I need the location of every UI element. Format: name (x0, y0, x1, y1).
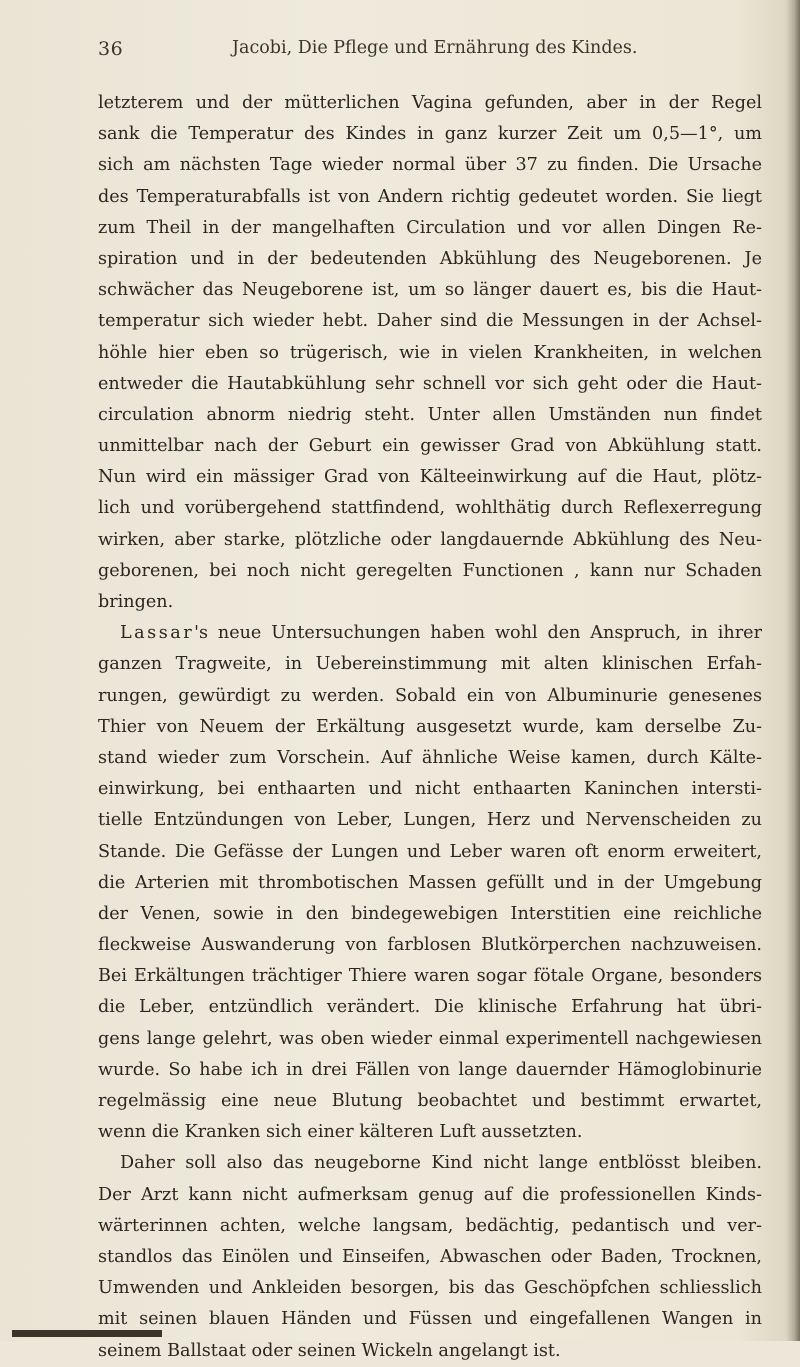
text-line: gens lange gelehrt, was oben wieder einmal experimentell nachgewiesen (98, 1028, 762, 1049)
text-line-lead (98, 618, 762, 649)
page-header (98, 38, 758, 68)
text-line: entweder die Hautabkühlung sehr schnell vor sich geht oder die Haut- (98, 373, 762, 394)
text-line: unmittelbar nach der Geburt ein gewisser Grad von Abkühlung statt. (98, 436, 762, 457)
text-line: spiration und in der bedeutenden Abkühlung des Neugeborenen. Je (98, 248, 762, 269)
text-line: standlos das Einölen und Einseifen, Abwaschen oder Baden, Trocknen, (98, 1246, 762, 1267)
text-line: seinem Ballstaat oder seinen Wickeln angelangt ist. (98, 1340, 561, 1361)
text-line: sank die Temperatur des Kindes in ganz kurzer Zeit um 0,5—1°, um (98, 124, 762, 145)
text-line: letzterem und der mütterlichen Vagina gefunden, aber in der Regel (98, 93, 762, 113)
text-line: die Leber, entzündlich verändert. Die klinische Erfahrung hat übri- (98, 997, 762, 1018)
text-line: tielle Entzündungen von Leber, Lungen, Herz und Nervenscheiden zu (98, 810, 762, 831)
text-line: sich am nächsten Tage wieder normal über 37 zu finden. Die Ursache (98, 155, 762, 176)
text-line: Der Arzt kann nicht aufmerksam genug auf die professionellen Kinds- (98, 1184, 762, 1205)
text-line: regelmässig eine neue Blutung beobachtet und bestimmt erwartet, (98, 1091, 762, 1111)
text-line: lich und vorübergehend stattfindend, wohlthätig durch Reflexerregung (98, 498, 762, 519)
text-line: fleckweise Auswanderung von farblosen Blutkörperchen nachzuweisen. (98, 935, 762, 956)
text-line: höhle hier eben so trügerisch, wie in vielen Krankheiten, in welchen (98, 342, 762, 363)
text-line: wirken, aber starke, plötzliche oder langdauernde Abkühlung des Neu- (98, 529, 762, 550)
text-line: mit seinen blauen Händen und Füssen und eingefallenen Wangen in (98, 1309, 762, 1330)
bottom-edge-mark (12, 1330, 162, 1337)
text-line: einwirkung, bei enthaarten und nicht enthaarten Kaninchen intersti- (98, 779, 762, 800)
text-line: stand wieder zum Vorschein. Auf ähnliche Weise kamen, durch Kälte- (98, 747, 762, 768)
text-line: die Arterien mit thrombotischen Massen gefüllt und in der Umgebung (98, 872, 762, 893)
text-line: wurde. So habe ich in drei Fällen von lange dauernder Hämoglobinurie (98, 1059, 762, 1080)
paragraph-1 (98, 88, 762, 618)
text-line: wärterinnen achten, welche langsam, bedächtig, pedantisch und ver- (98, 1215, 762, 1236)
text-line: circulation abnorm niedrig steht. Unter allen Umständen nun findet (98, 404, 762, 425)
paragraph-2 (98, 618, 762, 1148)
text-line: bringen. (98, 592, 174, 612)
page-number: 36 (98, 38, 124, 60)
text-line: Nun wird ein mässiger Grad von Kälteeinwirkung auf die Haut, plötz- (98, 467, 762, 488)
text-line: temperatur sich wieder hebt. Daher sind die Messungen in der Achsel- (98, 311, 762, 332)
author-name: Lassar (120, 623, 195, 644)
lead-text: 's neue Untersuchungen haben wohl den Anspruch, in ihrer (194, 623, 762, 644)
page-edge-shadow (786, 0, 800, 1341)
text-line: schwächer das Neugeborene ist, um so länger dauert es, bis die Haut- (98, 280, 762, 301)
text-line: zum Theil in der mangelhaften Circulation und vor allen Dingen Re- (98, 217, 762, 238)
text-line: Daher soll also das neugeborne Kind nicht lange entblösst bleiben. (120, 1153, 762, 1174)
text-line: ganzen Tragweite, in Uebereinstimmung mit alten klinischen Erfah- (98, 654, 762, 675)
text-line: Thier von Neuem der Erkältung ausgesetzt wurde, kam derselbe Zu- (98, 716, 762, 737)
text-line: Stande. Die Gefässe der Lungen und Leber waren oft enorm erweitert, (98, 841, 762, 862)
text-line: des Temperaturabfalls ist von Andern richtig gedeutet worden. Sie liegt (98, 186, 762, 207)
text-line: der Venen, sowie in den bindegewebigen Interstitien eine reichliche (98, 903, 762, 924)
text-line: Umwenden und Ankleiden besorgen, bis das Geschöpfchen schliesslich (98, 1278, 762, 1299)
text-line: geborenen, bei noch nicht geregelten Functionen , kann nur Schaden (98, 560, 762, 581)
running-head: Jacobi, Die Pflege und Ernährung des Kindes. (232, 38, 638, 58)
text-line: Bei Erkältungen trächtiger Thiere waren sogar fötale Organe, besonders (98, 966, 762, 987)
text-line: wenn die Kranken sich einer kälteren Luft aussetzten. (98, 1122, 583, 1143)
text-line: rungen, gewürdigt zu werden. Sobald ein von Albuminurie genesenes (98, 685, 762, 706)
paragraph-3 (98, 1148, 762, 1366)
body-text (98, 88, 762, 1367)
